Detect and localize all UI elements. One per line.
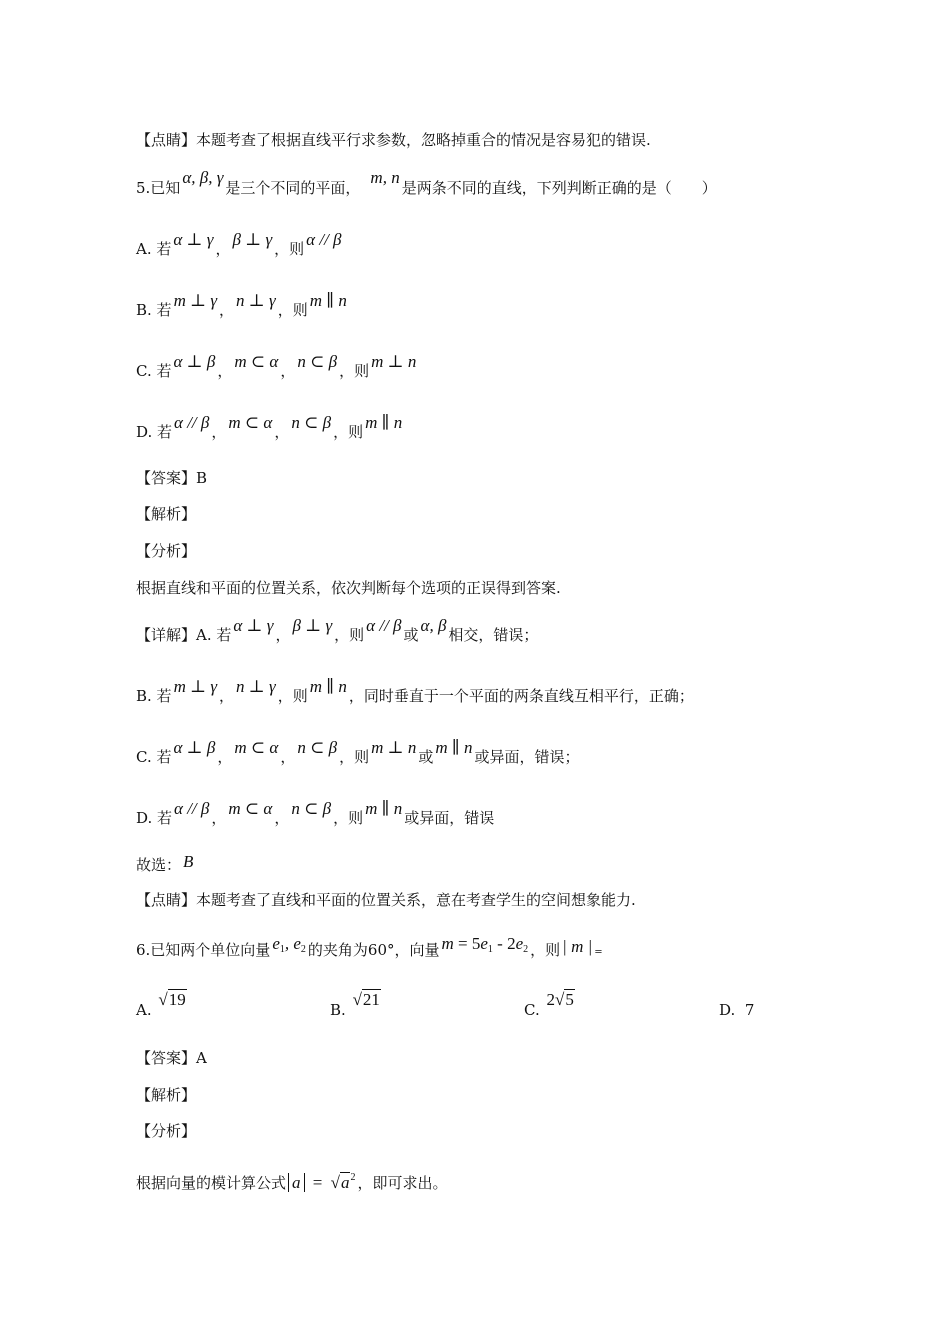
detail-5c: C. 若 α ⊥ β ， m ⊂ α ， n ⊂ β ，则 m ⊥ n 或 m ∥ n 或异面，错误； <box>136 738 580 766</box>
fenxi-5-text: 根据直线和平面的位置关系，依次判断每个选项的正误得到答案. <box>136 579 561 597</box>
option-5d: D. 若 α // β ， m ⊂ α ， n ⊂ β ，则 m ∥ n <box>136 413 403 441</box>
option-5a: A. 若 α ⊥ γ ， β ⊥ γ ，则 α // β <box>136 230 342 258</box>
fenxi-6: 【分析】 <box>136 1122 197 1140</box>
detail-5a: 【详解】A. 若 α ⊥ γ ， β ⊥ γ ，则 α // β 或 α, β 相交，错误； <box>136 616 539 644</box>
choose-answer-5: 故选： B <box>136 852 194 874</box>
dianjing-5: 【点睛】本题考查了直线和平面的位置关系，意在考查学生的空间想象能力. <box>136 891 636 909</box>
fenxi-6-text: 根据向量的模计算公式 $a = √a^2$ ，即可求出。 <box>136 1172 448 1192</box>
detail-5b: B. 若 m ⊥ γ ， n ⊥ γ ，则 m ∥ n ，同时垂直于一个平面的两条直线互相平行，正确； <box>136 677 694 705</box>
math-lines: m, n <box>370 168 400 187</box>
detail-5d: D. 若 α // β ， m ⊂ α ， n ⊂ β ，则 m ∥ n 或异面，错误 <box>136 799 495 827</box>
option-6c: C. 2√5 <box>524 990 574 1019</box>
answer-6: 【答案】A <box>136 1049 207 1067</box>
analysis-6: 【解析】 <box>136 1086 197 1104</box>
question-5-stem: 5.已知α, β, γ是三个不同的平面，m, n是两条不同的直线，下列判断正确的是（ ） <box>136 168 717 197</box>
question-6-stem: 6.已知两个单位向量 $e_1$, $e_2$ 的夹角为60°，向量 $m = 5e_1 - 2e_2$ ，则 | m | = <box>136 934 603 959</box>
option-6d: D. 7 <box>719 1001 755 1019</box>
option-5c: C. 若 α ⊥ β ， m ⊂ α ， n ⊂ β ，则 m ⊥ n <box>136 352 417 380</box>
fenxi-5: 【分析】 <box>136 542 197 560</box>
dianjing-4: 【点睛】本题考查了根据直线平行求参数，忽略掉重合的情况是容易犯的错误. <box>136 131 651 149</box>
answer-5: 【答案】B <box>136 469 208 487</box>
option-6a: A. √19 <box>136 990 186 1019</box>
math-planes: α, β, γ <box>182 168 224 187</box>
option-6b: B. √21 <box>330 990 380 1019</box>
option-5b: B. 若 m ⊥ γ ， n ⊥ γ ，则 m ∥ n <box>136 291 347 319</box>
analysis-5: 【解析】 <box>136 505 197 523</box>
